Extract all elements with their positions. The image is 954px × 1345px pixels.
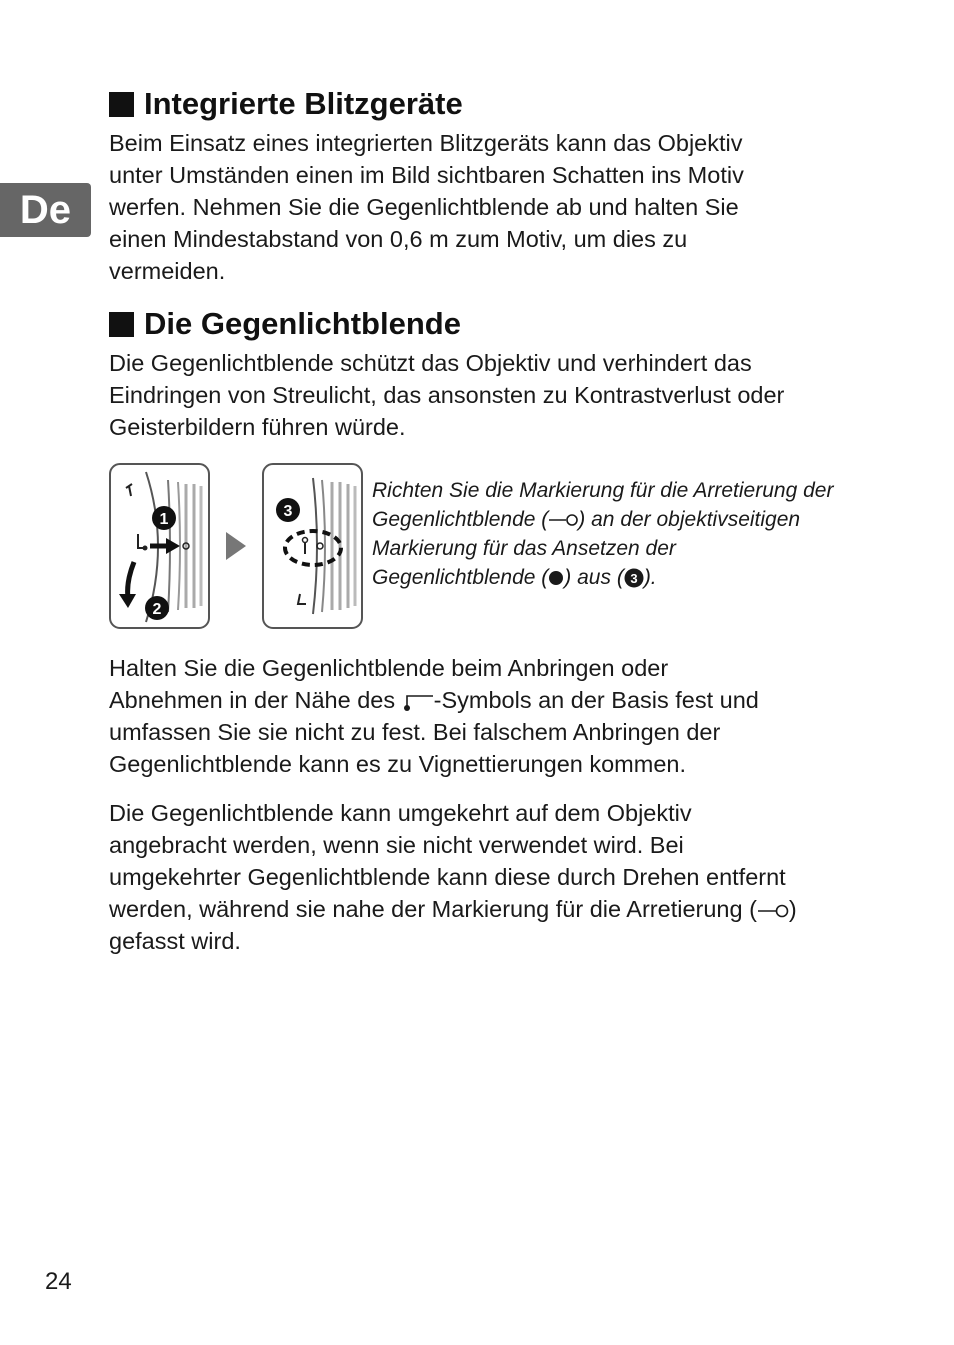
square-bullet-icon bbox=[109, 92, 134, 117]
lens-hood-illustration bbox=[108, 462, 366, 632]
language-tab: De bbox=[0, 183, 91, 237]
caption-text: ) aus ( bbox=[564, 566, 624, 589]
text-line: werfen. Nehmen Sie die Gegenlichtblende ab und halten Sie bbox=[109, 194, 739, 220]
text-line: Beim Einsatz eines integrierten Blitzgeräts kann das Objektiv bbox=[109, 130, 743, 156]
section-title: Die Gegenlichtblende bbox=[144, 306, 461, 341]
text-line: Gegenlichtblende kann es zu Vignettierungen kommen. bbox=[109, 751, 687, 777]
next-step-arrow-icon bbox=[226, 532, 246, 560]
text-line: Eindringen von Streulicht, das ansonsten zu Kontrastverlust oder bbox=[109, 382, 785, 408]
lock-mark-icon bbox=[548, 512, 578, 528]
caption-line bbox=[372, 505, 852, 534]
text-line: Die Gegenlichtblende schützt das Objektiv und verhindert das bbox=[109, 350, 752, 376]
section-heading-blitzgeraete bbox=[109, 84, 463, 124]
text-line: angebracht werden, wenn sie nicht verwendet wird. Bei bbox=[109, 832, 684, 858]
text-line: vermeiden. bbox=[109, 258, 226, 284]
text-segment: werden, während sie nahe der Markierung für die Arretierung ( bbox=[109, 896, 757, 922]
caption-line: Richten Sie die Markierung für die Arretierung der bbox=[372, 479, 834, 502]
section-title: Integrierte Blitzgeräte bbox=[144, 86, 463, 121]
hood-step-panel-1 bbox=[110, 464, 209, 628]
page-number: 24 bbox=[45, 1268, 72, 1295]
text-line: gefasst wird. bbox=[109, 928, 241, 954]
hood-reverse-paragraph bbox=[109, 797, 849, 957]
text-line: Halten Sie die Gegenlichtblende beim Anbringen oder bbox=[109, 655, 669, 681]
step-badge-2: 2 bbox=[152, 601, 162, 618]
text-segment: Abnehmen in der Nähe des bbox=[109, 687, 402, 713]
text-segment: -Symbols an der Basis fest und bbox=[433, 687, 759, 713]
caption-text: ). bbox=[643, 566, 657, 589]
caption-text: Gegenlichtblende ( bbox=[372, 566, 549, 589]
caption-line: Markierung für das Ansetzen der bbox=[372, 537, 676, 560]
text-line bbox=[109, 893, 849, 925]
section-body-blitzgeraete bbox=[109, 127, 849, 287]
square-bullet-icon bbox=[109, 312, 134, 337]
lock-mark-icon bbox=[757, 902, 789, 920]
step-3-reference-icon bbox=[624, 568, 644, 588]
mount-dot-icon bbox=[548, 570, 564, 586]
section-heading-gegenlichtblende bbox=[109, 304, 461, 344]
text-line: umfassen Sie sie nicht zu fest. Bei falschem Anbringen der bbox=[109, 719, 721, 745]
step-3-reference-number: 3 bbox=[630, 571, 638, 587]
text-line bbox=[109, 684, 849, 716]
step-badge-1: 1 bbox=[159, 511, 169, 528]
caption-text: Gegenlichtblende ( bbox=[372, 508, 549, 531]
hood-base-symbol-icon bbox=[402, 691, 434, 713]
text-line: einen Mindestabstand von 0,6 m zum Motiv, um dies zu bbox=[109, 226, 688, 252]
step-badge-3: 3 bbox=[283, 503, 293, 520]
section-body-gegenlichtblende bbox=[109, 347, 849, 443]
caption-line bbox=[372, 563, 852, 592]
text-segment: ) bbox=[788, 896, 797, 922]
text-line: unter Umständen einen im Bild sichtbaren Schatten ins Motiv bbox=[109, 162, 744, 188]
caption-text: ) an der objektivseitigen bbox=[578, 508, 801, 531]
hood-step-panel-2 bbox=[263, 464, 362, 628]
text-line: umgekehrter Gegenlichtblende kann diese durch Drehen entfernt bbox=[109, 864, 786, 890]
text-line: Die Gegenlichtblende kann umgekehrt auf dem Objektiv bbox=[109, 800, 692, 826]
figure-caption bbox=[372, 476, 852, 592]
hood-handling-paragraph bbox=[109, 652, 849, 780]
text-line: Geisterbildern führen würde. bbox=[109, 414, 406, 440]
